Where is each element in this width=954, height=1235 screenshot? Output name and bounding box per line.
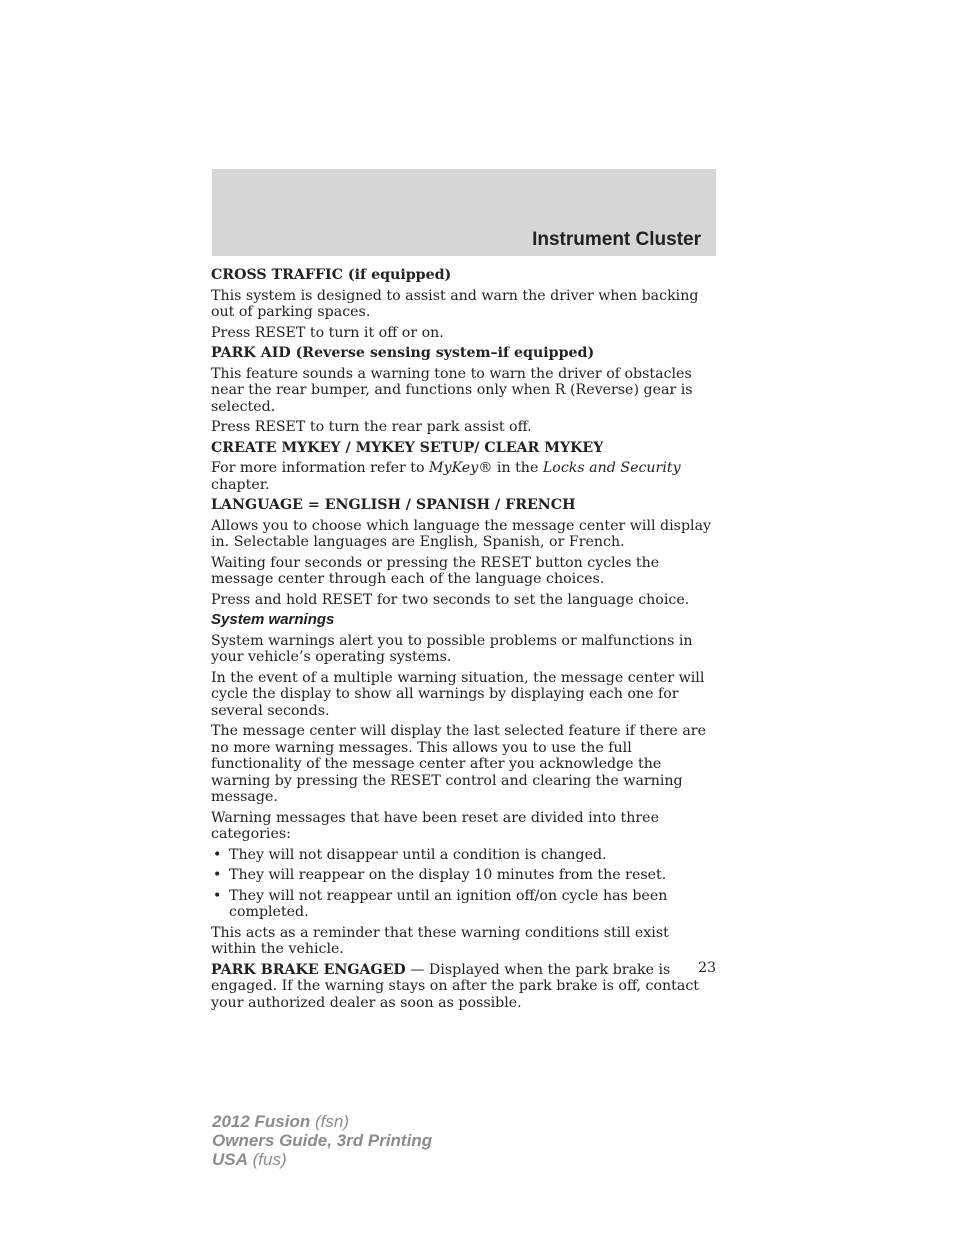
list-item [211,847,716,864]
section-header-band [212,169,716,256]
system-warnings-heading: System warnings [211,611,335,628]
footer-line-1 [212,1112,432,1131]
bullet-icon: • [213,887,222,904]
footer-model: 2012 Fusion [212,1112,311,1131]
park-aid-paragraph-2: Press RESET to turn the rear park assist off. [211,419,532,435]
language-paragraph-3: Press and hold RESET for two seconds to set the language choice. [211,591,690,608]
cross-traffic-paragraph-2: Press RESET to turn it off or on. [211,324,444,341]
footer-line-3 [212,1150,432,1169]
bullet-icon: • [213,867,222,883]
footer-model-code: (fsn) [310,1112,349,1131]
system-warnings-paragraph-2: In the event of a multiple warning situation, the message center will cycle the display to show all warnings by displaying each one for several seconds. [211,669,705,719]
bullet-icon: • [213,846,222,863]
system-warnings-paragraph-5: This acts as a reminder that these warning conditions still exist within the vehicle. [211,924,669,957]
cross-traffic-heading: CROSS TRAFFIC (if equipped) [211,267,452,283]
mykey-heading: CREATE MYKEY / MYKEY SETUP/ CLEAR MYKEY [211,439,604,456]
footer-market-code: (fus) [247,1150,287,1169]
cross-traffic-paragraph-1: This system is designed to assist and warn the driver when backing out of parking spaces. [211,287,699,320]
list-item-text: They will not disappear until a condition is changed. [229,846,607,863]
language-heading: LANGUAGE = ENGLISH / SPANISH / FRENCH [211,497,576,513]
mykey-paragraph [211,460,716,493]
footer-line-2 [212,1131,432,1150]
document-footer [212,1112,432,1169]
park-brake-text: — Displayed when the park brake is engaged. If the warning stays on after the park brake is off, contact your authorized dealer as soon as possible. [211,961,699,1011]
page-content [211,267,716,1015]
system-warnings-paragraph-3: The message center will display the last selected feature if there are no more warning messages. This allows you to use the full functionality of the message center after you acknowledge the warning by pressing the RESET control and clearing the warning message. [211,723,706,805]
system-warnings-paragraph-4: Warning messages that have been reset are divided into three categories: [211,809,659,842]
park-brake-label: PARK BRAKE ENGAGED [211,961,406,978]
footer-market: USA [212,1150,248,1169]
list-item [211,867,716,884]
language-paragraph-2: Waiting four seconds or pressing the RESET button cycles the message center through each of the language choices. [211,554,660,587]
warning-categories-list [211,847,716,921]
page-number: 23 [698,960,716,976]
mykey-text-mid: in the [492,460,543,476]
locks-security-reference: Locks and Security [542,460,681,476]
list-item [211,888,716,921]
mykey-reference: MyKey® [429,460,493,476]
mykey-text-prefix: For more information refer to [211,460,430,476]
list-item-text: They will not reappear until an ignition off/on cycle has been completed. [229,887,668,920]
mykey-text-suffix: chapter. [211,476,270,493]
language-paragraph-1: Allows you to choose which language the message center will display in. Selectable languages are English, Spanish, or French. [211,517,712,550]
footer-guide: Owners Guide, 3rd Printing [212,1131,433,1150]
system-warnings-paragraph-1: System warnings alert you to possible problems or malfunctions in your vehicle’s operating systems. [211,632,693,665]
section-title: Instrument Cluster [532,229,701,250]
list-item-text: They will reappear on the display 10 minutes from the reset. [229,867,667,883]
park-aid-heading: PARK AID (Reverse sensing system–if equipped) [211,345,595,361]
park-aid-paragraph-1: This feature sounds a warning tone to warn the driver of obstacles near the rear bumper, and functions only when R (Reverse) gear is selected. [211,365,693,415]
